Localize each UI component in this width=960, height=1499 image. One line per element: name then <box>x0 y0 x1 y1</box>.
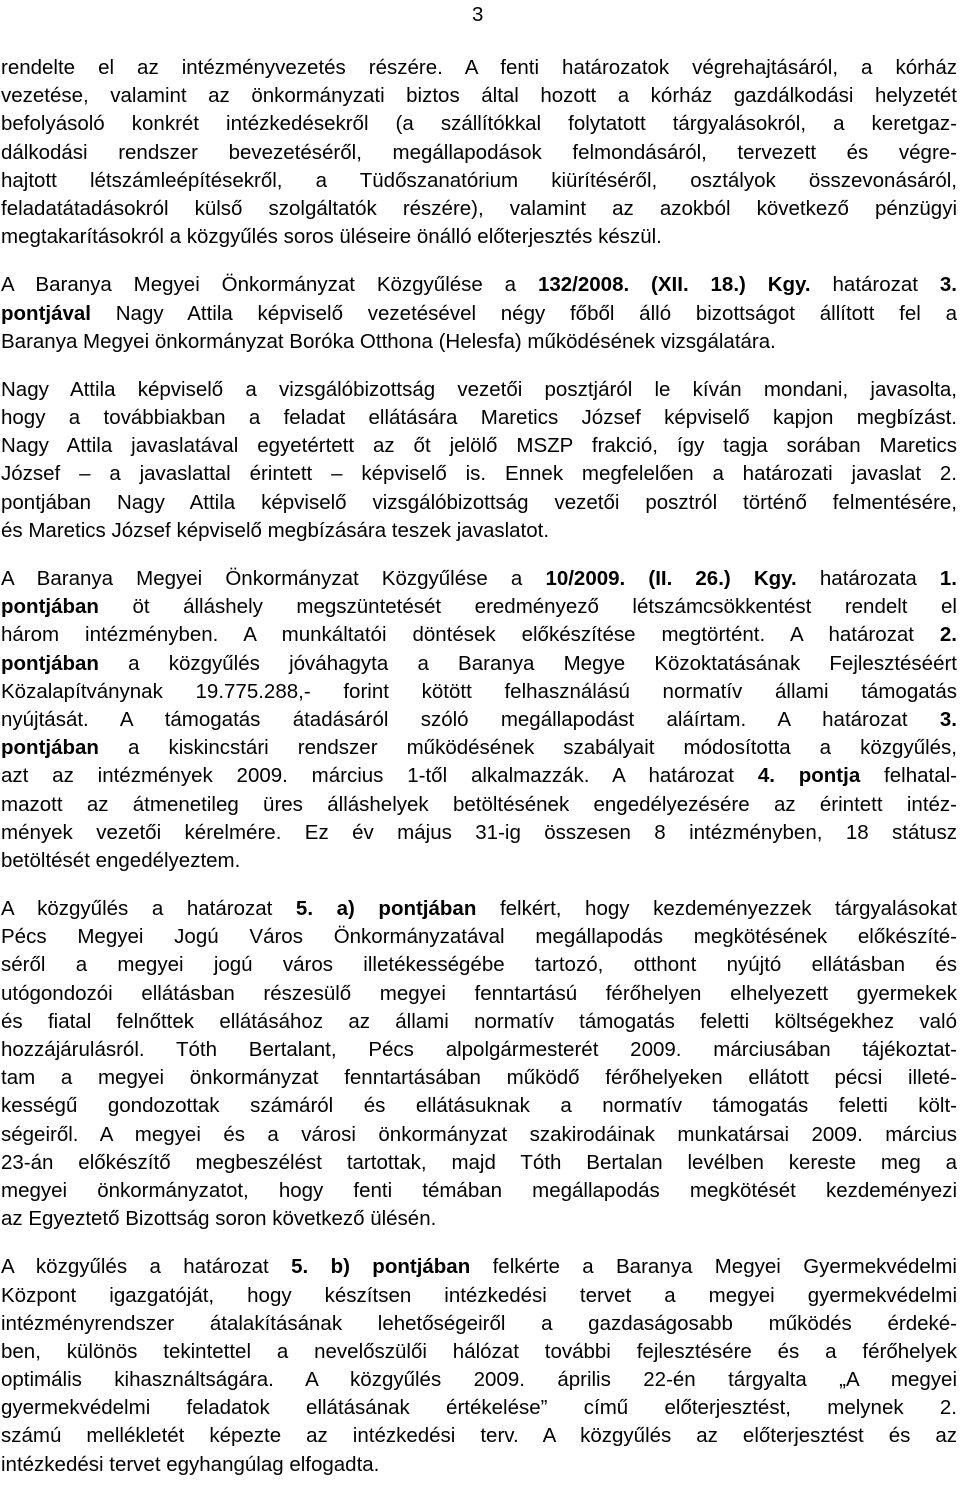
text-line <box>1 1338 957 1366</box>
text-segment: utógondozói ellátásban részesülő megyei fenntartású férőhelyen elhelyezett gyermekek <box>1 981 957 1005</box>
text-segment: betöltését engedélyeztem. <box>1 848 241 872</box>
text-segment: és Maretics József képviselő megbízására teszek javaslatot. <box>1 518 550 542</box>
text-segment: séről a megyei jogú város illetékességébe tartozó, otthont nyújtó ellátásban és <box>1 953 957 977</box>
text-line <box>1 762 957 790</box>
text-segment: Nagy Attila képviselő a vizsgálóbizottság vezetői posztjáról le kíván mondani, javasolta, <box>1 377 957 401</box>
text-segment: Pécs Megyei Jogú Város Önkormányzatával megállapodás megkötésének előkészíté- <box>1 925 957 949</box>
bold-text: 3. <box>939 273 957 297</box>
text-segment: A közgyűlés a határozat <box>1 897 296 921</box>
text-line <box>1 923 957 951</box>
text-segment: felkért, hogy kezdeményezzek tárgyalásokat <box>476 897 957 921</box>
text-segment: azt az intézmények 2009. március 1-től alkalmazzák. A határozat <box>1 764 758 788</box>
text-line <box>1 1036 957 1064</box>
text-segment: A Baranya Megyei Önkormányzat Közgyűlése a <box>1 567 546 590</box>
text-line <box>1 1422 957 1450</box>
text-line <box>1 271 957 299</box>
bold-text: 5. b) pontjában <box>291 1255 471 1279</box>
text-segment: határozata <box>796 567 940 590</box>
text-segment: számú mellékletét képezte az intézkedési terv. A közgyűlés az előterjesztést és az <box>1 1424 957 1448</box>
text-line <box>1 1253 957 1281</box>
text-segment: intézkedési tervet egyhangúlag elfogadta. <box>1 1452 380 1476</box>
text-line <box>1 1177 957 1205</box>
bold-text: 132/2008. (XII. 18.) Kgy. <box>537 273 811 297</box>
text-segment: hozzájárulásról. Tóth Bertalant, Pécs alpolgármesterét 2009. márciusában tájékoztat- <box>1 1038 957 1061</box>
text-line <box>1 706 957 734</box>
text-line <box>1 847 957 875</box>
text-line <box>1 517 957 545</box>
text-line <box>1 432 957 460</box>
text-segment: A Baranya Megyei Önkormányzat Közgyűlése a <box>1 273 538 297</box>
paragraph <box>1 1253 957 1479</box>
paragraph <box>1 895 957 1233</box>
text-segment: dálkodási rendszer bevezetéséről, megállapodások felmondásáról, tervezett és végre- <box>1 140 957 164</box>
text-segment: felhatal- <box>860 764 957 788</box>
text-segment: József – a javaslattal érintett – képviselő is. Ennek megfelelően a határozati javaslat 2. <box>1 462 957 486</box>
text-segment: a közgyűlés jóváhagyta a Baranya Megye Közoktatásának Fejlesztéséért <box>98 651 957 675</box>
text-segment: kességű gondozottak számáról és ellátásuknak a normatív támogatás feletti költ- <box>1 1094 957 1118</box>
text-segment: három intézményben. A munkáltatói döntések előkészítése megtörtént. A határozat <box>1 623 940 647</box>
text-segment: Nagy Attila képviselő vezetésével négy főből álló bizottságot állított fel a <box>91 301 957 325</box>
text-segment: a kiskincstári rendszer működésének szabályait módosította a közgyűlés, <box>98 736 957 760</box>
text-segment: feladatátadásokról külső szolgáltatók részére), valamint az azokból következő pénzügyi <box>1 196 957 220</box>
bold-text: 1. <box>939 567 958 590</box>
text-line <box>1 1092 957 1120</box>
text-line <box>1 621 957 649</box>
text-line <box>1 791 957 819</box>
text-segment: pontjában Nagy Attila képviselő vizsgálóbizottság vezetői posztról történő felmentésére, <box>1 490 957 514</box>
text-segment: ségeiről. A megyei és a városi önkormányzat szakirodáinak munkatársai 2009. március <box>1 1122 957 1146</box>
text-segment: optimális kihasználtságára. A közgyűlés 2009. április 22-én tárgyalta „A megyei <box>1 1368 957 1392</box>
paragraph <box>1 54 957 251</box>
text-line <box>1 139 957 167</box>
text-segment: intézményrendszer átalakításának lehetőségeiről a gazdaságosabb működés érdeké- <box>1 1311 957 1335</box>
text-segment: megyei önkormányzatot, hogy fenti témában megállapodás megkötését kezdeményezi <box>1 1178 957 1202</box>
paragraph <box>1 376 957 545</box>
text-segment: befolyásoló konkrét intézkedésekről (a szállítókkal folytatott tárgyalásokról, a keretgaz- <box>1 112 957 136</box>
text-segment: A közgyűlés a határozat <box>1 1255 292 1279</box>
page-number: 3 <box>472 3 484 26</box>
text-line <box>1 300 957 328</box>
text-line <box>1 489 957 517</box>
bold-text: 10/2009. (II. 26.) Kgy. <box>545 567 797 590</box>
text-segment: határozat <box>810 273 940 297</box>
text-segment: Központ igazgatóját, hogy készítsen intézkedési tervet a megyei gyermekvédelmi <box>1 1283 957 1307</box>
text-line <box>1 1451 957 1479</box>
text-segment: gyermekvédelmi feladatok ellátásának értékelése” című előterjesztést, melynek 2. <box>1 1396 957 1420</box>
text-line <box>1 565 957 593</box>
text-line <box>1 593 957 621</box>
text-line <box>1 460 957 488</box>
text-line <box>1 1394 957 1422</box>
text-line <box>1 167 957 195</box>
text-line <box>1 54 957 82</box>
text-segment: Közalapítványnak 19.775.288,- forint kötött felhasználású normatív állami támogatás <box>1 679 957 703</box>
bold-text: pontjával <box>1 301 91 325</box>
paragraph <box>1 271 957 356</box>
text-line <box>1 1205 957 1233</box>
text-line <box>1 1366 957 1394</box>
text-segment: nyújtását. A támogatás átadásáról szóló megállapodást aláírtam. A határozat <box>1 707 940 731</box>
text-segment: hajtott létszámleépítésekről, a Tüdőszanatórium kiürítéséről, osztályok összevonásáról, <box>1 168 957 192</box>
text-segment: és fiatal felnőttek ellátásához az állami normatív támogatás feletti költségekhez való <box>1 1009 957 1033</box>
text-segment: mazott az átmenetileg üres álláshelyek betöltésének engedélyezésére az érintett intéz- <box>1 792 957 816</box>
bold-text: pontjában <box>1 595 99 619</box>
text-line <box>1 1121 957 1149</box>
text-line <box>1 376 957 404</box>
text-segment: öt álláshely megszüntetését eredményező létszámcsökkentést rendelt el <box>98 595 957 619</box>
text-line <box>1 1282 957 1310</box>
text-segment: mények vezetői kérelmére. Ez év május 31-ig összesen 8 intézményben, 18 státusz <box>1 820 957 844</box>
text-line <box>1 195 957 223</box>
text-segment: ben, különös tekintettel a nevelőszülői hálózat további fejlesztésére és a férőhelyek <box>1 1339 957 1363</box>
text-line <box>1 895 957 923</box>
bold-text: 3. <box>939 707 957 731</box>
text-line <box>1 678 957 706</box>
text-line <box>1 1064 957 1092</box>
text-segment: megtakarításokról a közgyűlés soros üléseire önálló előterjesztés készül. <box>1 225 662 249</box>
bold-text: 5. a) pontjában <box>295 897 477 921</box>
text-line <box>1 1310 957 1338</box>
text-line <box>1 734 957 762</box>
text-segment: vezetése, valamint az önkormányzati biztos által hozott a kórház gazdálkodási helyzetét <box>1 84 957 108</box>
text-segment: az Egyeztető Bizottság soron következő ülésén. <box>1 1207 437 1231</box>
bold-text: pontjában <box>1 736 99 760</box>
bold-text: pontjában <box>1 651 99 675</box>
text-segment: hogy a továbbiakban a feladat ellátására Maretics József képviselő kapjon megbízást. <box>1 406 957 430</box>
text-segment: Baranya Megyei önkormányzat Boróka Otthona (Helesfa) működésének vizsgálatára. <box>1 329 776 353</box>
text-line <box>1 819 957 847</box>
text-line <box>1 1149 957 1177</box>
text-line <box>1 82 957 110</box>
document-body <box>1 54 957 1499</box>
text-segment: Nagy Attila javaslatával egyetértett az őt jelölő MSZP frakció, így tagja sorában Maretics <box>1 434 957 458</box>
text-line <box>1 951 957 979</box>
text-line <box>1 1008 957 1036</box>
text-segment: rendelte el az intézményvezetés részére. A fenti határozatok végrehajtásáról, a kórház <box>1 56 957 79</box>
text-line <box>1 404 957 432</box>
bold-text: 4. pontja <box>757 764 861 788</box>
text-line <box>1 980 957 1008</box>
text-segment: felkérte a Baranya Megyei Gyermekvédelmi <box>470 1255 957 1279</box>
paragraph <box>1 565 957 875</box>
text-line <box>1 328 957 356</box>
text-segment: 23-án előkészítő megbeszélést tartottak, majd Tóth Bertalan levélben kereste meg a <box>1 1150 957 1174</box>
text-line <box>1 223 957 251</box>
text-segment: tam a megyei önkormányzat fenntartásában működő férőhelyeken ellátott pécsi illeté- <box>1 1066 957 1090</box>
bold-text: 2. <box>939 623 957 647</box>
text-line <box>1 650 957 678</box>
text-line <box>1 110 957 138</box>
